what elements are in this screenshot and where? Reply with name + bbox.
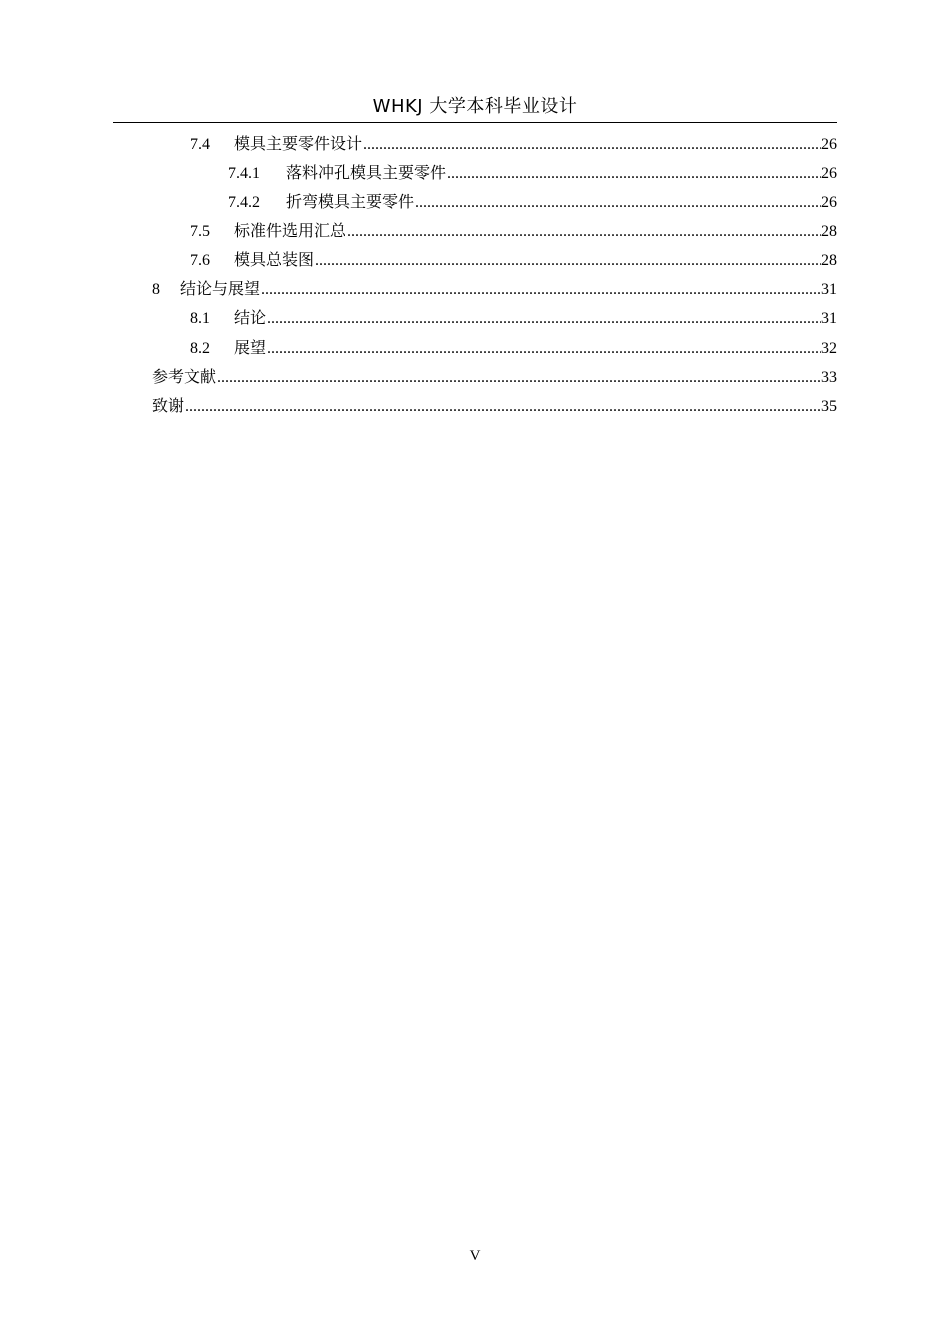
toc-entry[interactable] (152, 395, 837, 417)
toc-entry-page: 31 (821, 281, 837, 298)
toc-leader-dots (185, 396, 821, 418)
toc-entry-title: 模具主要零件设计 (234, 134, 363, 153)
toc-entry-number: 7.4 (190, 136, 210, 153)
toc-entry[interactable] (190, 249, 837, 271)
toc-entry-page: 28 (821, 252, 837, 269)
toc-entry-number: 8 (152, 281, 160, 298)
toc-entry-page: 28 (821, 223, 837, 240)
page-number: V (469, 1248, 481, 1264)
toc-entry[interactable] (190, 307, 837, 329)
toc-leader-dots (315, 250, 821, 272)
toc-entry-page: 31 (821, 310, 837, 327)
toc-entry[interactable] (152, 366, 837, 388)
toc-leader-dots (415, 192, 821, 214)
toc-entry[interactable] (190, 337, 837, 359)
toc-entry[interactable] (152, 278, 837, 300)
toc-entry-title: 模具总装图 (234, 250, 315, 269)
toc-entry[interactable] (190, 220, 837, 242)
toc-entry-number: 7.5 (190, 223, 210, 240)
toc-entry-title: 参考文献 (152, 367, 217, 386)
toc-entry-title: 结论 (234, 308, 267, 327)
toc-entry-page: 26 (821, 136, 837, 153)
toc-leader-dots (261, 279, 821, 301)
toc-entry-number: 8.1 (190, 310, 210, 327)
toc-entry-number: 7.4.2 (228, 194, 260, 211)
page-header (113, 94, 837, 123)
toc-entry-title: 标准件选用汇总 (234, 221, 347, 240)
toc-entry-page: 26 (821, 165, 837, 182)
toc-leader-dots (447, 163, 821, 185)
toc-entry-title: 落料冲孔模具主要零件 (286, 163, 447, 182)
toc-leader-dots (347, 221, 821, 243)
toc-entry-number: 7.6 (190, 252, 210, 269)
toc-entry-title: 折弯模具主要零件 (286, 192, 415, 211)
toc-leader-dots (363, 134, 821, 156)
toc-entry[interactable] (228, 162, 837, 184)
toc-entry-title: 展望 (234, 338, 267, 357)
header-title: WHKJ 大学本科毕业设计 (372, 96, 578, 117)
toc-entry-number: 7.4.1 (228, 165, 260, 182)
toc-entry-page: 32 (821, 340, 837, 357)
toc-entry[interactable] (228, 191, 837, 213)
toc-leader-dots (217, 367, 821, 389)
toc-leader-dots (267, 338, 821, 360)
toc-entry[interactable] (190, 133, 837, 155)
toc-entry-page: 35 (821, 398, 837, 415)
toc-entry-page: 26 (821, 194, 837, 211)
toc-entry-title: 致谢 (152, 396, 185, 415)
toc-leader-dots (267, 308, 821, 330)
toc-entry-number: 8.2 (190, 340, 210, 357)
toc-entry-title: 结论与展望 (180, 279, 261, 298)
toc-entry-page: 33 (821, 369, 837, 386)
